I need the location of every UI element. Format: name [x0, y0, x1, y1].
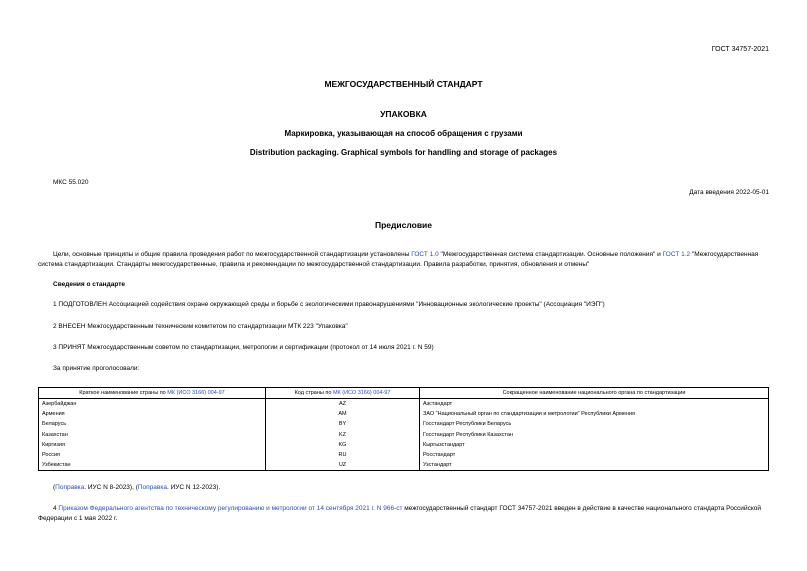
item-1: 1 ПОДГОТОВЛЕН Ассоциацией содействия охране окружающей среды и борьбе с экологическими правонарушениями "Инновационные экологические проекты" (Ассоциация "ИЭП")	[53, 301, 605, 308]
amendments-line	[38, 483, 770, 493]
table-header-row	[39, 388, 769, 399]
introduction-date: Дата введения 2022-05-01	[689, 189, 769, 196]
body-cell: Узстандарт	[420, 460, 769, 471]
document-title: УПАКОВКА	[380, 109, 427, 119]
body-cell: ЗАО "Национальный орган по стандартизации и метрологии" Республики Армения	[420, 409, 769, 419]
body-cell: Госстандарт Республики Казахстан	[420, 430, 769, 440]
country-cell: Казахстан	[39, 430, 266, 440]
code-cell: KZ	[266, 430, 420, 440]
code-cell: KG	[266, 440, 420, 450]
preface-text: Цели, основные принципы и общие правила проведения работ по межгосударственной стандартизации установлены	[53, 251, 412, 258]
voting-table	[38, 387, 769, 471]
item-4-number: 4	[53, 505, 59, 512]
amendment-link-1[interactable]: Поправка	[55, 484, 85, 491]
table-row	[39, 430, 769, 440]
code-cell: AM	[266, 409, 420, 419]
standard-type: МЕЖГОСУДАРСТВЕННЫЙ СТАНДАРТ	[324, 79, 483, 89]
document-code: ГОСТ 34757-2021	[711, 46, 769, 53]
amendment-link-2[interactable]: Поправка	[137, 484, 167, 491]
body-cell: Азстандарт	[420, 399, 769, 410]
code-cell: RU	[266, 450, 420, 460]
amend-text: (	[53, 484, 56, 491]
column-header-country	[39, 388, 266, 399]
table-row	[39, 450, 769, 460]
preface-text: "Межгосударственная система стандартизации. Стандарты межгосударственные, правила и рекомендации по межгосударственной стандартизации. Правила разработки, принятия, обновления и отмены"	[38, 251, 759, 268]
table-row	[39, 409, 769, 419]
mk-iso-link[interactable]: МК (ИСО 3166) 004-97	[332, 390, 391, 396]
table-row	[39, 419, 769, 429]
gost-1-0-link[interactable]: ГОСТ 1.0	[411, 251, 439, 258]
header-text: Краткое наименование страны по	[79, 390, 168, 396]
country-cell: Армения	[39, 409, 266, 419]
standard-info-heading: Сведения о стандарте	[53, 281, 126, 288]
order-link[interactable]: Приказом Федерального агентства по техническому регулированию и метрологии от 14 сентября 2021 г. N 966-ст	[58, 505, 403, 512]
preface-heading: Предисловие	[374, 220, 433, 230]
mks-code: МКС 55.020	[53, 179, 89, 186]
country-cell: Беларусь	[39, 419, 266, 429]
amend-text: . ИУС N 12-2023).	[166, 484, 221, 491]
subtitle-en: Distribution packaging. Graphical symbols for handling and storage of packages	[249, 148, 558, 157]
item-2: 2 ВНЕСЕН Межгосударственным техническим комитетом по стандартизации МТК 223 "Упаковка"	[53, 323, 348, 330]
code-cell: UZ	[266, 460, 420, 471]
country-cell: Азербайджан	[39, 399, 266, 410]
code-cell: AZ	[266, 399, 420, 410]
voted-label: За принятие проголосовали:	[53, 365, 140, 372]
column-header-body: Сокращенное наименование национального органа по стандартизации	[420, 388, 769, 399]
amend-text: . ИУС N 8-2023), (	[84, 484, 138, 491]
mk-iso-link[interactable]: МК (ИСО 3166) 004-97	[167, 390, 225, 396]
gost-1-2-link[interactable]: ГОСТ 1.2	[662, 251, 691, 258]
header-text: Код страны по	[294, 390, 333, 396]
body-cell: Госстандарт Республики Беларусь	[420, 419, 769, 429]
code-cell: BY	[266, 419, 420, 429]
column-header-code	[266, 388, 420, 399]
body-cell: Кыргызстандарт	[420, 440, 769, 450]
table-row	[39, 399, 769, 410]
table-row	[39, 440, 769, 450]
country-cell: Узбекистан	[39, 460, 266, 471]
country-cell: Россия	[39, 450, 266, 460]
item-4	[38, 504, 770, 524]
preface-text: "Межгосударственная система стандартизации. Основные положения" и	[438, 251, 663, 258]
subtitle-ru: Маркировка, указывающая на способ обращения с грузами	[284, 129, 523, 138]
table-row	[39, 460, 769, 471]
item-3: 3 ПРИНЯТ Межгосударственным советом по стандартизации, метрологии и сертификации (протокол от 14 июля 2021 г. N 59)	[53, 344, 434, 351]
item-4-text: межгосударственный стандарт ГОСТ 34757-2021 введен в действие в качестве национального стандарта Российской Федерации с 1 мая 2022 г.	[38, 505, 761, 522]
country-cell: Киргизия	[39, 440, 266, 450]
preface-paragraph	[38, 250, 770, 270]
body-cell: Росстандарт	[420, 450, 769, 460]
